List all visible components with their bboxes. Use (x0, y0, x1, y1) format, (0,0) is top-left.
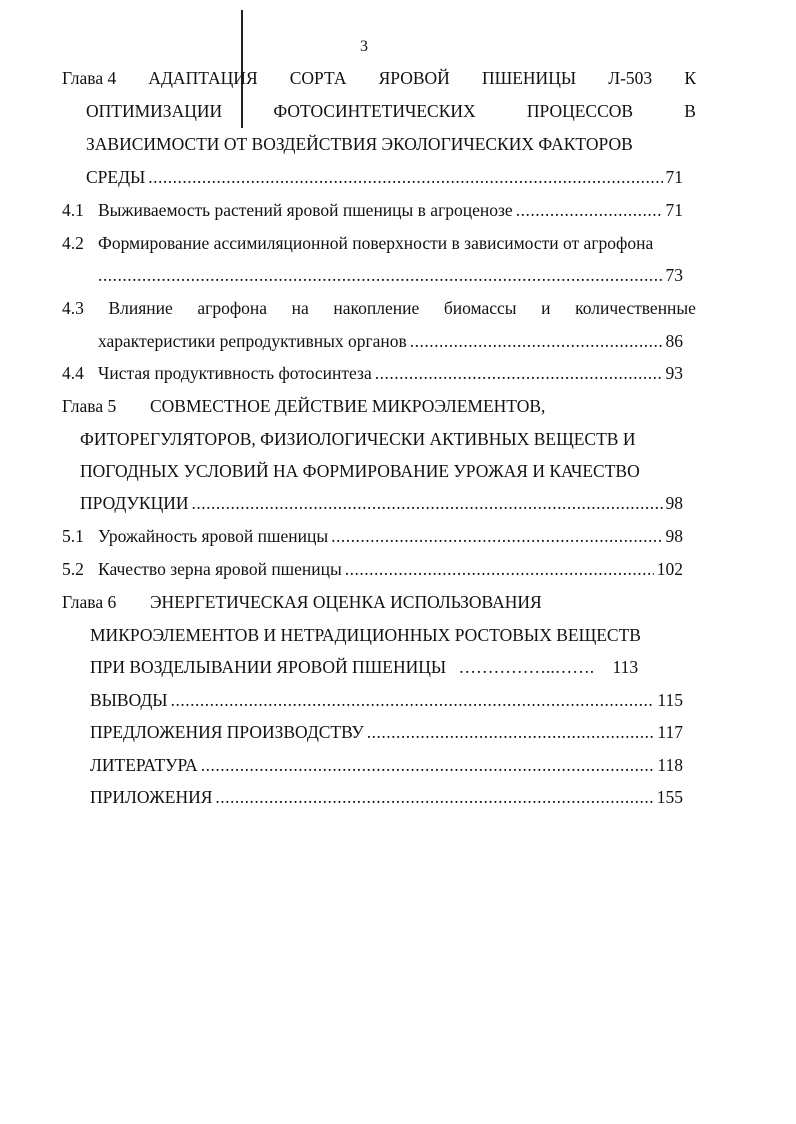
toc-entry-4-1: 4.1 Выживаемость растений яровой пшеницы в агроценозе ..... 71 (62, 199, 683, 221)
chapter4-line1: Глава 4 АДАПТАЦИЯ СОРТА ЯРОВОЙ ПШЕНИЦЫ Л-503 К (62, 68, 696, 88)
chapter4-line2: ОПТИМИЗАЦИИ ФОТОСИНТЕТИЧЕСКИХ ПРОЦЕССОВ В (86, 101, 696, 121)
toc-entry-4-3-line2: характеристики репродуктивных органов ..... 86 (98, 330, 683, 352)
toc-entry-5-1: 5.1 Урожайность яровой пшеницы ..... 98 (62, 525, 683, 547)
chapter5-line4: ПРОДУКЦИИ ..... 98 (80, 492, 683, 514)
chapter5-label: Глава 5 (62, 396, 117, 416)
chapter5-page: 98 (665, 493, 683, 513)
chapter6-line2: МИКРОЭЛЕМЕНТОВ И НЕТРАДИЦИОННЫХ РОСТОВЫХ ВЕЩЕСТВ (90, 625, 641, 645)
toc-entry-appendices: ПРИЛОЖЕНИЯ ..... 155 (90, 786, 683, 808)
chapter6-page: 113 (612, 657, 639, 677)
chapter4-label: Глава 4 (62, 68, 117, 88)
toc-entry-4-2: 4.2 Формирование ассимиляционной поверхности в зависимости от агрофона (62, 233, 654, 253)
chapter6-line1: Глава 6 ЭНЕРГЕТИЧЕСКАЯ ОЦЕНКА ИСПОЛЬЗОВАНИЯ (62, 592, 542, 612)
chapter6-label: Глава 6 (62, 592, 117, 612)
toc-entry-5-2: 5.2 Качество зерна яровой пшеницы ..... 102 (62, 558, 683, 580)
toc-entry-literature: ЛИТЕРАТУРА ..... 118 (90, 754, 683, 776)
toc-entry-proposals: ПРЕДЛОЖЕНИЯ ПРОИЗВОДСТВУ ..... 117 (90, 721, 683, 743)
toc-entry-4-3: 4.3 Влияние агрофона на накопление биомассы и количественные (62, 298, 696, 318)
toc-entry-4-2-leader: ..... 73 (98, 264, 683, 286)
toc-entry-conclusions: ВЫВОДЫ ..... 115 (90, 689, 683, 711)
chapter4-line3: ЗАВИСИМОСТИ ОТ ВОЗДЕЙСТВИЯ ЭКОЛОГИЧЕСКИХ ФАКТОРОВ (86, 134, 633, 154)
toc-entry-4-4: 4.4 Чистая продуктивность фотосинтеза ..... 93 (62, 362, 683, 384)
chapter6-line3: ПРИ ВОЗДЕЛЫВАНИИ ЯРОВОЙ ПШЕНИЦЫ ……………..……. 113 (90, 657, 639, 677)
chapter5-line2: ФИТОРЕГУЛЯТОРОВ, ФИЗИОЛОГИЧЕСКИ АКТИВНЫХ ВЕЩЕСТВ И (80, 429, 636, 449)
chapter4-line4: СРЕДЫ ..... 71 (86, 166, 683, 188)
chapter5-line1: Глава 5 СОВМЕСТНОЕ ДЕЙСТВИЕ МИКРОЭЛЕМЕНТОВ, (62, 396, 546, 416)
page-number: 3 (360, 38, 368, 55)
chapter5-line3: ПОГОДНЫХ УСЛОВИЙ НА ФОРМИРОВАНИЕ УРОЖАЯ И КАЧЕСТВО (80, 461, 640, 481)
chapter4-page: 71 (665, 167, 683, 187)
